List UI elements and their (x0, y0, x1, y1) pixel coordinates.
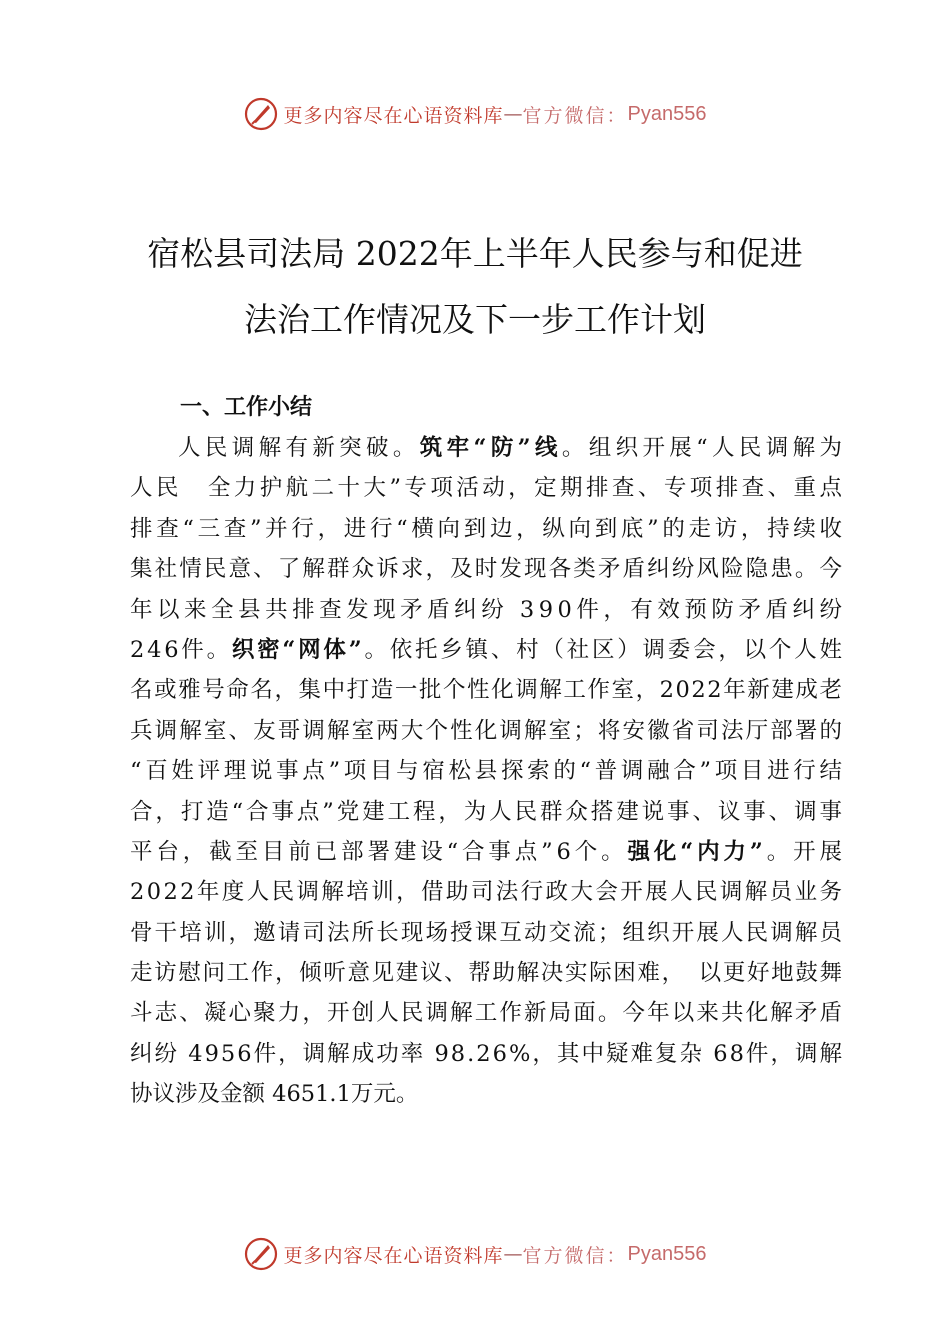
line-text: 。依托乡镇、村（社区）调委会，以个人姓 (364, 636, 845, 663)
paragraph-line (130, 832, 846, 872)
paragraph-line (130, 509, 846, 549)
banner-separator: — (503, 103, 523, 125)
line-text: 。开展 (766, 838, 846, 865)
section-heading: 一、工作小结 (180, 395, 313, 420)
banner-wechat-label: 官方微信： (522, 1244, 628, 1267)
banner-wechat-id: Pyan556 (627, 1242, 707, 1265)
line-text: 。组织开展“人民调解为 (561, 435, 847, 461)
banner-wechat-label: 官方微信： (522, 104, 628, 127)
paragraph-line (130, 468, 846, 508)
body-paragraph (130, 428, 847, 1115)
paragraph-line (130, 953, 842, 993)
bold-phrase: 织密“网体” (231, 636, 365, 663)
line-text: 走访慰问工作，倾听意见建议、帮助解决实际困难， 以更好地鼓舞 (130, 960, 844, 987)
line-text: 年以来全县共排查发现矛盾纠纷 390件，有效预防矛盾纠纷 (130, 596, 847, 623)
line-text: 合，打造“合事点”党建工程，为人民群众搭建说事、议事、调事 (130, 798, 845, 825)
banner-text: 更多内容尽在心语资料库 (283, 1244, 504, 1267)
paragraph-line (130, 872, 845, 912)
paragraph-line (130, 993, 845, 1033)
paragraph-line (130, 711, 845, 751)
line-text: “百姓评理说事点”项目与宿松县探索的“普调融合”项目进行结 (130, 758, 846, 785)
document-title-line2: 法治工作情况及下一步工作计划 (244, 300, 706, 339)
bold-phrase: 筑牢“防”线 (419, 435, 562, 461)
bold-phrase: 强化“内力” (627, 838, 767, 865)
paragraph-line (130, 792, 845, 832)
line-text: 协议涉及金额 4651.1万元。 (130, 1081, 419, 1108)
banner-wechat-id: Pyan556 (627, 102, 707, 125)
paragraph-line (130, 751, 846, 791)
feather-pen-logo-icon (244, 1237, 278, 1271)
document-title-line1: 宿松县司法局 2022年上半年人民参与和促进 (147, 234, 803, 273)
paragraph-line (130, 590, 847, 630)
header-banner (0, 94, 950, 134)
banner-separator: — (503, 1243, 523, 1265)
paragraph-line (130, 549, 845, 589)
paragraph-line (130, 1074, 842, 1114)
line-text: 纠纷 4956件，调解成功率 98.26%，其中疑难复杂 68件，调解 (130, 1040, 845, 1067)
paragraph-line (130, 428, 847, 468)
line-text: 名或雅号命名，集中打造一批个性化调解工作室，2022年新建成老 (130, 677, 844, 704)
line-text: 排查“三查”并行，进行“横向到边，纵向到底”的走访，持续收 (130, 515, 846, 542)
line-text: 集社情民意、了解群众诉求，及时发现各类矛盾纠纷风险隐患。今 (130, 556, 845, 583)
paragraph-line (130, 1034, 845, 1074)
banner-text: 更多内容尽在心语资料库 (283, 104, 504, 127)
line-text: 246件。 (130, 636, 232, 663)
line-text: 斗志、凝心聚力，开创人民调解工作新局面。今年以来共化解矛盾 (130, 1000, 845, 1027)
paragraph-line (130, 670, 842, 710)
feather-pen-logo-icon (244, 97, 278, 131)
line-text: 平台，截至目前已部署建设“合事点”6个。 (130, 838, 628, 865)
line-text: 骨干培训，邀请司法所长现场授课互动交流；组织开展人民调解员 (130, 919, 845, 946)
footer-banner (0, 1234, 950, 1274)
paragraph-line (130, 630, 845, 670)
line-text: 2022年度人民调解培训，借助司法行政大会开展人民调解员业务 (130, 879, 845, 906)
line-text: 兵调解室、友哥调解室两大个性化调解室；将安徽省司法厅部署的 (130, 717, 845, 744)
line-text: 人民 全力护航二十大”专项活动，定期排查、专项排查、重点 (130, 475, 846, 502)
line-text: 人民调解有新突破。 (178, 435, 420, 461)
paragraph-line (130, 913, 845, 953)
